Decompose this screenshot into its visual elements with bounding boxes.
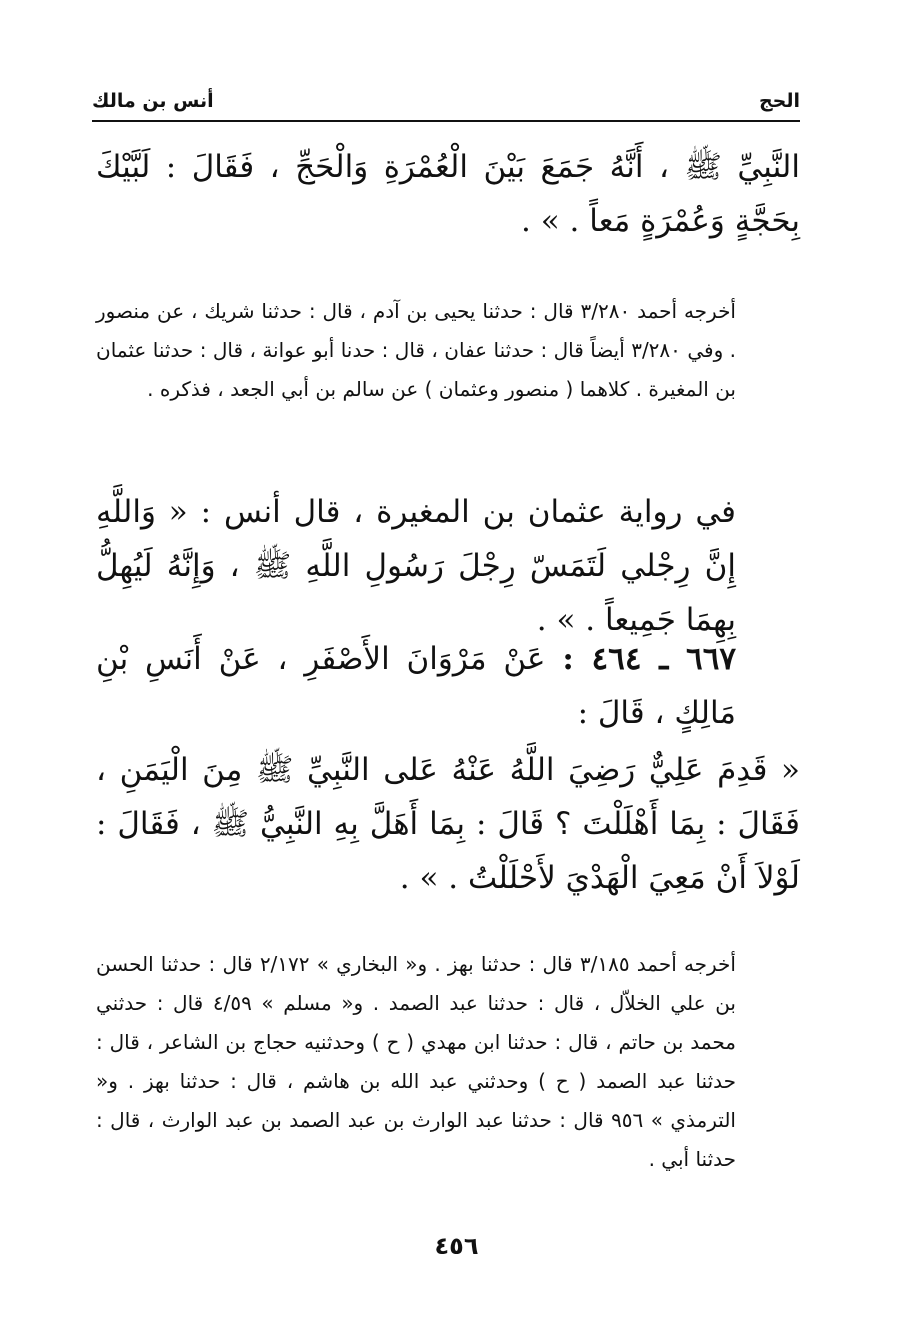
hadith-667-matn: « قَدِمَ عَلِيٌّ رَضِيَ اللَّهُ عَنْهُ عَلى النَّبِيِّ ﷺ مِنَ الْيَمَنِ ، فَقَالَ : بِمَا أَهْلَلْتَ ؟ قَالَ : بِمَا أَهَلَّ بِهِ النَّبِيُّ ﷺ ، فَقَالَ : لَوْلاَ أَنْ مَعِيَ الْهَدْيَ لأَحْلَلْتُ . » . <box>96 752 800 896</box>
riwaya-variant: في رواية عثمان بن المغيرة ، قال أنس : « وَاللَّهِ إِنَّ رِجْلي لَتَمَسّ رِجْلَ رَسُولِ اللَّهِ ﷺ ، وَإِنَّهُ لَيُهِلُّ بِهِمَا جَمِيعاً . » . <box>96 494 736 638</box>
takhrij-note-2: أخرجه أحمد ٣/١٨٥ قال : حدثنا بهز . و« البخاري » ٢/١٧٢ قال : حدثنا الحسن بن علي الخلاّل ، قال : حدثنا عبد الصمد . و« مسلم » ٤/٥٩ قال : حدثني محمد بن حاتم ، قال : حدثنا ابن مهدي ( ح ) وحدثنيه حجاج بن الشاعر ، قال : حدثنا عبد الصمد ( ح ) وحدثني عبد الله بن هاشم ، قال : حدثنا بهز . و« الترمذي » ٩٥٦ قال : حدثنا عبد الوارث بن عبد الصمد بن عبد الوارث ، قال : حدثنا أبي . <box>96 952 736 1171</box>
running-header <box>92 86 800 122</box>
hadith-number: ٦٦٧ ـ ٤٦٤ : <box>562 641 736 677</box>
header-narrator-title: أنس بن مالك <box>92 86 222 116</box>
hadith-isnad-text: عَنْ مَرْوَانَ الأَصْفَرِ ، عَنْ أَنَسِ بْنِ مَالِكٍ ، قَالَ : <box>96 641 736 731</box>
page-number: ٤٥٦ <box>434 1232 479 1260</box>
hadith-continuation: النَّبِيِّ ﷺ ، أَنَّهُ جَمَعَ بَيْنَ الْعُمْرَةِ وَالْحَجِّ ، فَقَالَ : لَبَّيْكَ بِحَجَّةٍ وَعُمْرَةٍ مَعاً . » . <box>96 149 800 239</box>
takhrij-note-1: أخرجه أحمد ٣/٢٨٠ قال : حدثنا يحيى بن آدم ، قال : حدثنا شريك ، عن منصور . وفي ٣/٢٨٠ أيضاً قال : حدثنا عفان ، قال : حدنا أبو عوانة ، قال : حدثنا عثمان بن المغيرة . كلاهما ( منصور وعثمان ) عن سالم بن أبي الجعد ، فذكره . <box>96 299 736 401</box>
hadith-667-isnad <box>96 632 736 740</box>
header-chapter-title: الحج <box>751 86 800 116</box>
